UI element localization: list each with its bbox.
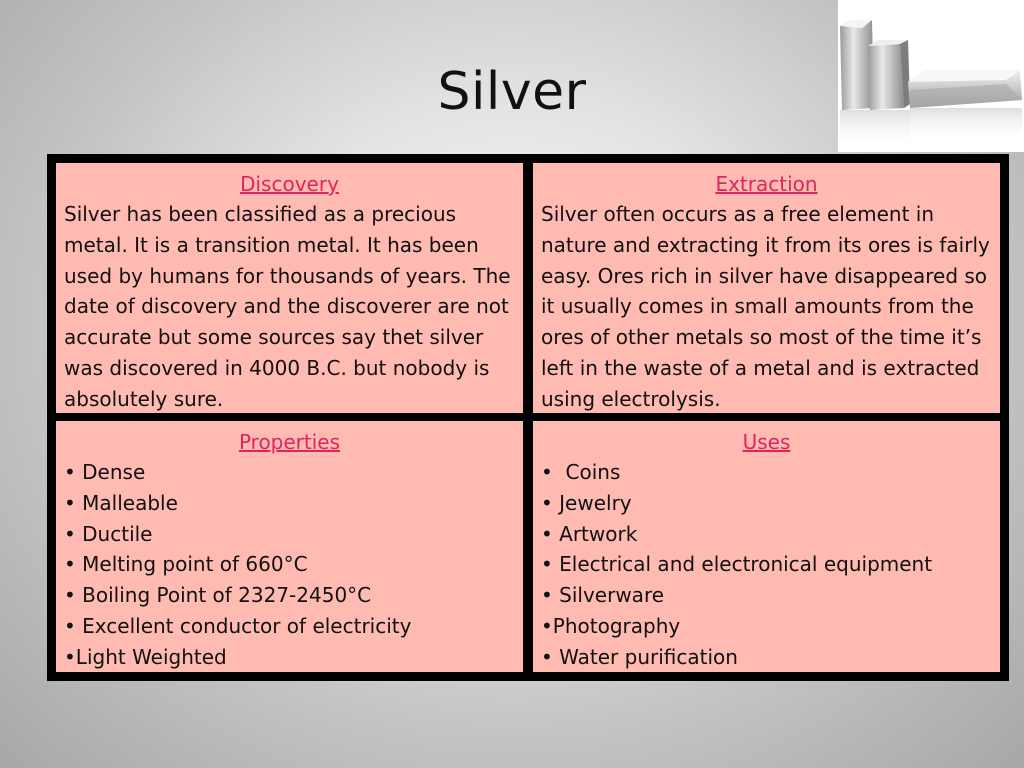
discovery-text: Silver has been classified as a precious metal. It is a transition metal. It has been used by humans for thousands of years. The date of discovery and the discoverer are not accurate but some sources say thet silver was discovered in 4000 B.C. but nobody is absolutely sure. xyxy=(64,202,511,411)
discovery-heading: Discovery xyxy=(240,172,339,196)
uses-cell xyxy=(533,421,1000,672)
properties-cell xyxy=(56,421,523,672)
list-item: • Electrical and electronical equipment xyxy=(541,552,933,577)
list-item: • Excellent conductor of electricity xyxy=(64,613,412,638)
silver-bars-image xyxy=(838,0,1024,152)
list-item: • Ductile xyxy=(64,521,153,546)
slide-title: Silver xyxy=(437,62,587,122)
list-item: • Artwork xyxy=(541,521,638,546)
silver-bars-icon xyxy=(838,0,1024,152)
extraction-text: Silver often occurs as a free element in nature and extracting it from its ores is fairly easy. Ores rich in silver have disappeared so it usually comes in small amounts from the ores of other metals so most of the time it’s left in the waste of a metal and is extracted using electrolysis. xyxy=(541,202,990,411)
info-table xyxy=(47,154,1009,681)
uses-heading: Uses xyxy=(742,430,791,454)
uses-list xyxy=(541,457,992,673)
list-item: •Photography xyxy=(541,613,681,638)
list-item: • Dense xyxy=(64,460,146,484)
list-item: • Melting point of 660°C xyxy=(64,552,308,577)
list-item: • Malleable xyxy=(64,490,178,515)
list-item: • Coins xyxy=(541,460,621,484)
list-item: • Jewelry xyxy=(541,490,632,515)
list-item: • Water purification xyxy=(541,644,738,669)
properties-heading: Properties xyxy=(238,430,341,454)
discovery-cell xyxy=(56,163,523,413)
extraction-cell xyxy=(533,163,1000,413)
properties-list xyxy=(64,457,515,673)
list-item: • Boiling Point of 2327-2450°C xyxy=(64,583,372,608)
list-item: •Light Weighted xyxy=(64,644,227,669)
list-item: • Silverware xyxy=(541,583,665,608)
extraction-heading: Extraction xyxy=(715,172,818,196)
